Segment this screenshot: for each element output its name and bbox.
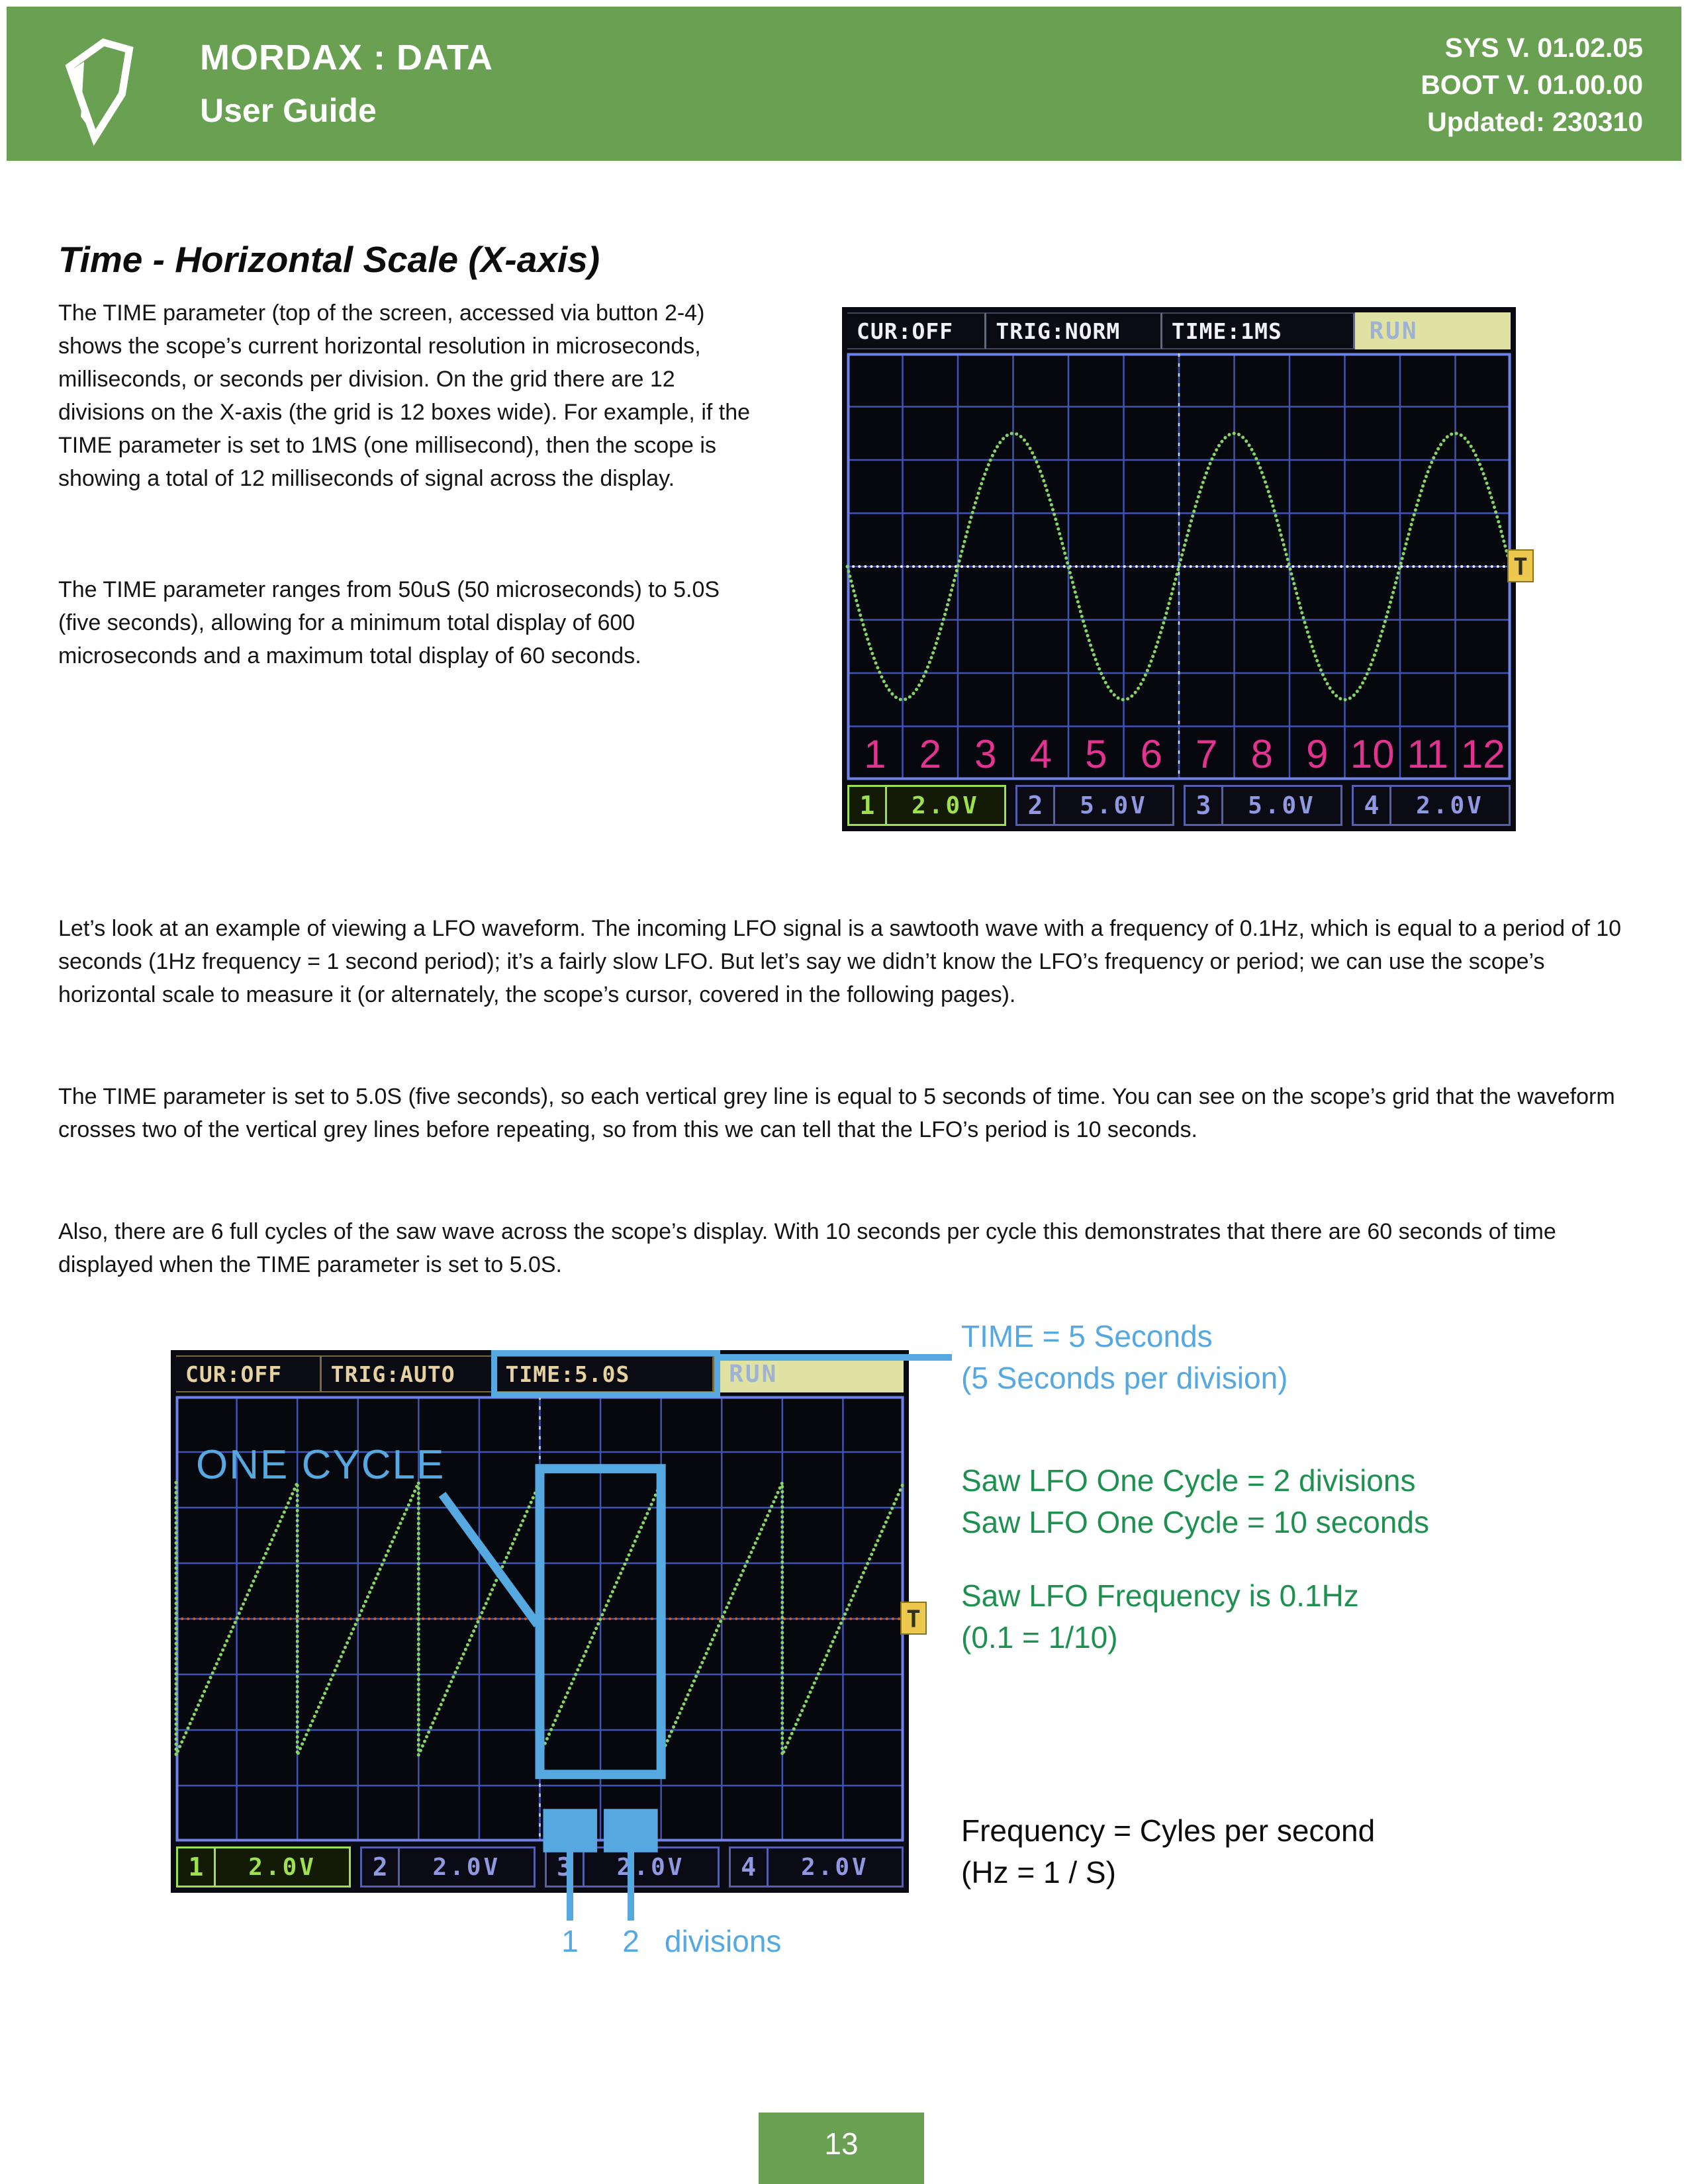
channel-4-box (729, 1846, 904, 1888)
division-number: 8 (1250, 731, 1273, 776)
trigger-t-marker (1508, 550, 1533, 582)
channel-volts-per-div: 2.0V (248, 1853, 316, 1881)
channel-volts-per-div: 5.0V (1080, 792, 1148, 819)
division-count-word: divisions (665, 1924, 782, 1958)
channel-3-box (1184, 785, 1342, 826)
channel-volts-per-div: 2.0V (1416, 792, 1484, 819)
channel-3-box (545, 1846, 720, 1888)
svg-text:T: T (1513, 553, 1528, 581)
callout-time-line2: (5 Seconds per division) (961, 1361, 1288, 1395)
oscilloscope-figure-sine (842, 307, 1528, 831)
division-number: 6 (1140, 731, 1162, 776)
version-block (1421, 29, 1643, 140)
channel-number: 4 (1354, 787, 1391, 824)
page-header (7, 7, 1681, 161)
param-cur: CUR:OFF (176, 1355, 322, 1392)
channel-2-box (1015, 785, 1174, 826)
callout-frequency-def: Frequency = Cyles per second (961, 1813, 1376, 1848)
division-number: 10 (1350, 731, 1395, 776)
doc-subtitle: User Guide (200, 92, 377, 129)
channel-settings-bar (847, 785, 1511, 826)
sys-version: SYS V. 01.02.05 (1444, 32, 1643, 63)
run-status: RUN (714, 1355, 904, 1392)
division-highlight-square (604, 1809, 658, 1852)
channel-2-box (360, 1846, 535, 1888)
channel-number: 4 (731, 1848, 769, 1886)
channel-number: 3 (547, 1848, 585, 1886)
channel-volts-per-div: 5.0V (1248, 792, 1316, 819)
channel-settings-bar (176, 1846, 904, 1888)
channel-volts-per-div: 2.0V (801, 1853, 869, 1881)
division-count-2: 2 (622, 1924, 639, 1958)
param-trig: TRIG:NORM (986, 312, 1162, 349)
channel-4-box (1352, 785, 1511, 826)
doc-title: MORDAX : DATA (200, 38, 493, 77)
callout-time-line1: TIME = 5 Seconds (961, 1319, 1213, 1353)
division-number: 5 (1085, 731, 1107, 776)
channel-number: 1 (849, 787, 887, 824)
division-number: 3 (974, 731, 997, 776)
callout-frequency: Saw LFO Frequency is 0.1Hz (961, 1578, 1359, 1613)
param-trig: TRIG:AUTO (322, 1355, 496, 1392)
param-cur: CUR:OFF (847, 312, 986, 349)
time-parameter-highlight-box (491, 1350, 720, 1398)
callout-frequency-math: (0.1 = 1/10) (961, 1620, 1118, 1655)
channel-1-box (847, 785, 1006, 826)
paragraph-3: Let’s look at an example of viewing a LFO waveform. The incoming LFO signal is a sawtooth wave with a frequency of 0.1Hz, which is equal to a period of 10 seconds (1Hz frequency = 1 second period); it’s a fairly slow LFO. But let’s say we didn’t know the LFO’s frequency or period; we can use the scope’s horizontal scale to measure it (or alternately, the scope’s cursor, covered in the following pages). (58, 916, 1622, 1007)
division-number: 11 (1407, 731, 1448, 776)
callout-cycle-divisions: Saw LFO One Cycle = 2 divisions (961, 1463, 1416, 1498)
division-count-1: 1 (561, 1924, 579, 1958)
trigger-t-marker (901, 1602, 926, 1634)
callout-hz-formula: (Hz = 1 / S) (961, 1855, 1116, 1889)
boot-version: BOOT V. 01.00.00 (1421, 69, 1643, 100)
channel-volts-per-div: 2.0V (616, 1853, 685, 1881)
paragraph-5: Also, there are 6 full cycles of the saw wave across the scope’s display. With 10 seconds per cycle this demonstrates that there are 60 seconds of time displayed when the TIME parameter is set to 5.0S. (58, 1219, 1556, 1277)
division-number: 4 (1029, 731, 1052, 776)
mordax-logo-icon (58, 30, 139, 150)
section-heading: Time - Horizontal Scale (X-axis) (58, 239, 600, 280)
paragraph-2: The TIME parameter ranges from 50uS (50 microseconds) to 5.0S (five seconds), allowing for a minimum total display of 600 microseconds and a maximum total display of 60 seconds. (58, 577, 720, 668)
division-highlight-square (543, 1809, 597, 1852)
division-number: 9 (1306, 731, 1329, 776)
updated-date: Updated: 230310 (1427, 107, 1643, 137)
one-cycle-label: ONE CYCLE (196, 1442, 445, 1488)
page-number-box (759, 2113, 924, 2184)
division-number: 7 (1196, 731, 1218, 776)
channel-number: 2 (1017, 787, 1055, 824)
oscilloscope-figure-saw (171, 1350, 921, 1893)
division-number: 2 (919, 731, 941, 776)
scope-grid (847, 353, 1528, 780)
channel-number: 3 (1186, 787, 1223, 824)
division-number: 12 (1460, 731, 1505, 776)
division-number: 1 (864, 731, 886, 776)
svg-text:T: T (906, 1606, 921, 1633)
callout-cycle-seconds: Saw LFO One Cycle = 10 seconds (961, 1505, 1429, 1539)
run-status: RUN (1355, 312, 1511, 349)
param-time: TIME:1MS (1162, 312, 1355, 349)
channel-number: 1 (178, 1848, 216, 1886)
paragraph-1: The TIME parameter (top of the screen, accessed via button 2-4) shows the scope’s current horizontal resolution in microseconds, milliseconds, or seconds per division. On the grid there are 12 divisions on the X-axis (the grid is 12 boxes wide). For example, if the TIME parameter is set to 1MS (one millisecond), then the scope is showing a total of 12 milliseconds of signal across the display. (58, 300, 751, 491)
channel-volts-per-div: 2.0V (432, 1853, 501, 1881)
channel-1-box (176, 1846, 351, 1888)
param-time: TIME:5.0S (496, 1355, 715, 1392)
scope-status-bar (847, 312, 1511, 349)
paragraph-4: The TIME parameter is set to 5.0S (five seconds), so each vertical grey line is equal to 5 seconds of time. You can see on the scope’s grid that the waveform crosses two of the vertical grey lines before repeating, so from this we can tell that the LFO’s period is 10 seconds. (58, 1084, 1615, 1142)
channel-volts-per-div: 2.0V (912, 792, 980, 819)
page-number: 13 (824, 2126, 859, 2161)
channel-number: 2 (362, 1848, 400, 1886)
